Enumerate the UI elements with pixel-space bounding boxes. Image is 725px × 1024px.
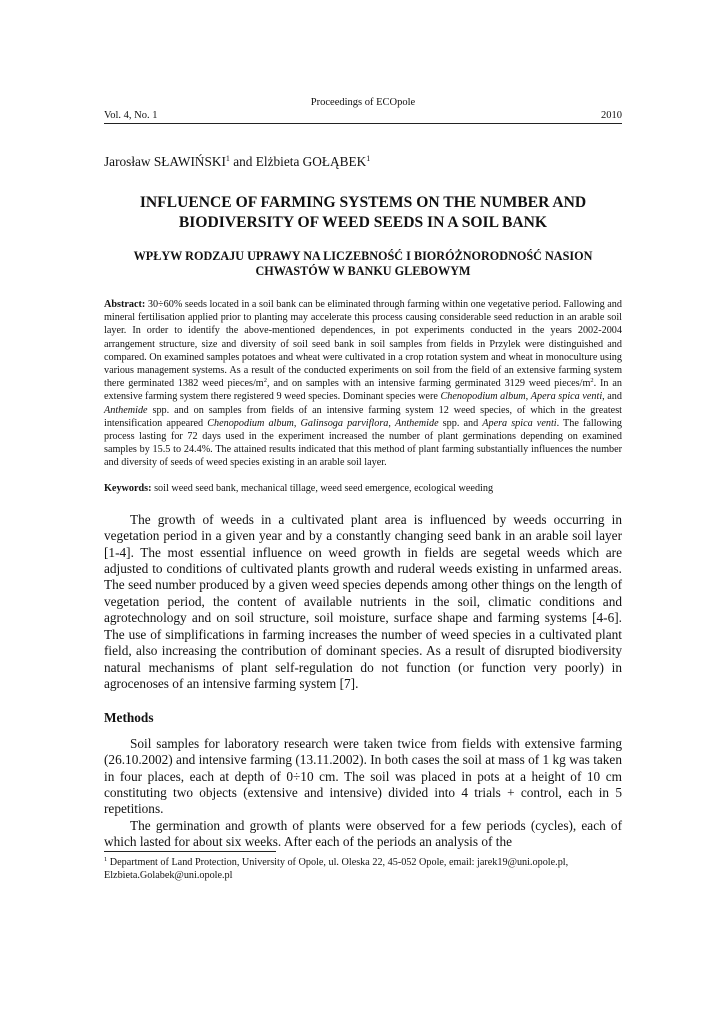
paper-page: [104, 0, 623, 881]
abstract-text-5: . The fallowing process lasting for 72 days used in the experiment increased the number of plant germinations depending on examined samples by 15.5 to 24.4%. The attained results indicated that this method of plant farming substantially influences the number and diversity of seeds of weed species existing in an arable soil layer.: [104, 417, 623, 469]
species-name: Apera spica venti: [530, 391, 603, 403]
abstract-separator: ,: [293, 417, 301, 429]
footnote: [104, 856, 622, 882]
abstract-superscript-1: 2: [263, 377, 267, 385]
volume-line: [104, 109, 622, 124]
abstract-separator: spp. and: [438, 417, 483, 429]
publication-year: 2010: [601, 110, 622, 121]
keywords-text: soil weed seed bank, mechanical tillage, weed seed emergence, ecological weeding: [151, 482, 494, 494]
species-name: Apera spica venti: [482, 417, 557, 429]
volume-number: Vol. 4, No. 1: [104, 110, 158, 121]
abstract-separator: ,: [525, 391, 531, 403]
paper-title-polish: WPŁYW RODZAJU UPRAWY NA LICZEBNOŚĆ I BIORÓŻNORODNOŚĆ NASION CHWASTÓW W BANKU GLEBOWYM: [133, 249, 593, 278]
author-1-affiliation-mark: 1: [225, 154, 230, 163]
running-head: Proceedings of ECOpole: [310, 97, 416, 108]
species-name: Galinsoga parviflora: [300, 417, 389, 429]
author-2-affiliation-mark: 1: [366, 154, 371, 163]
abstract-separator: , and: [602, 391, 622, 403]
author-2: Elżbieta GOŁĄBEK: [255, 154, 367, 169]
paper-title: INFLUENCE OF FARMING SYSTEMS ON THE NUMBER AND BIODIVERSITY OF WEED SEEDS IN A SOIL BANK: [139, 194, 587, 231]
abstract-text-1: 30÷60% seeds located in a soil bank can be eliminated through farming within one vegetative period. Fallowing and mineral fertilisation applied prior to planting may accelerate this process causing considerable seed reduction in an arable soil layer. In order to identify the above-mentioned dependences, in pot experiments conducted in the years 2002-2004 arrangement structure, size and diversity of soil seed bank in soil samples from fields in Przylek were distinguished and compared. On examined samples potatoes and wheat were cultivated in a crop rotation system and wheat in monoculture using various management systems. As a result of the conducted experiments on soil from the field of an extensive farming system there germinated 1382 weed pieces/m: [104, 299, 622, 390]
species-name: Anthemide: [395, 417, 439, 429]
author-conjunction: and: [229, 154, 256, 169]
abstract-label: Abstract:: [104, 299, 146, 310]
footnote-divider: [104, 851, 276, 852]
abstract: [104, 298, 622, 470]
abstract-text-4: spp. and on samples from fields of an intensive farming system 12 weed species, of which in the greatest intensification appeared: [104, 404, 622, 429]
keywords: [104, 482, 622, 495]
species-name: Chenopodium album: [440, 391, 526, 403]
author-line: [104, 154, 622, 170]
keywords-label: Keywords:: [104, 482, 152, 494]
methods-paragraph-2: The germination and growth of plants were observed for a few periods (cycles), each of which lasted for about six weeks. After each of the periods an analysis of the: [104, 817, 622, 850]
author-1: Jarosław SŁAWIŃSKI: [104, 154, 226, 169]
abstract-superscript-2: 2: [590, 377, 594, 385]
introduction-paragraph: The growth of weeds in a cultivated plant area is influenced by weeds occurring in vegetation period in a given year and by a constantly changing seed bank in an arable soil layer [1-4]. The most essential influence on weed growth in fields are segetal weeds which are adjusted to conditions of cultivated plants growth and ruderal weeds existing in unfarmed areas. The seed number produced by a given weed species depends among other things on the length of vegetation period, the content of available nutrients in the soil, climatic conditions and agrotechnology and on soil structure, soil moisture, surface shape and farming systems [4-6]. The use of simplifications in farming increases the number of weed species in a cultivated plant field, also increasing the contribution of dominant species. As a result of disrupted biodiversity natural mechanisms of plant self-regulation do not function (or function very poorly) in agrocenoses of an intensive farming system [7].: [104, 511, 622, 692]
abstract-text-3: . In an extensive farming system there registered 9 weed species. Dominant species were: [104, 378, 622, 403]
abstract-separator: ,: [388, 417, 396, 429]
species-name: Anthemide: [104, 404, 148, 416]
methods-paragraph-1: Soil samples for laboratory research were taken twice from fields with extensive farming (26.10.2002) and intensive farming (13.11.2002). In both cases the soil at mass of 1 kg was taken in four places, each at depth of 0÷10 cm. The soil was placed in pots at a height of 10 cm constituting two objects (extensive and intensive) divided into 4 trials + control, each in 5 repetitions.: [104, 735, 622, 817]
footnote-mark: 1: [104, 856, 108, 863]
methods-heading: Methods: [104, 709, 154, 725]
footnote-text: Department of Land Protection, University of Opole, ul. Oleska 22, 45-052 Opole, email: jarek19@uni.opole.pl, Elzbieta.Golabek@uni.opole.pl: [104, 857, 569, 881]
abstract-text-2: , and on samples with an intensive farming germinated 3129 weed pieces/m: [266, 378, 591, 390]
species-name: Chenopodium album: [207, 417, 294, 429]
